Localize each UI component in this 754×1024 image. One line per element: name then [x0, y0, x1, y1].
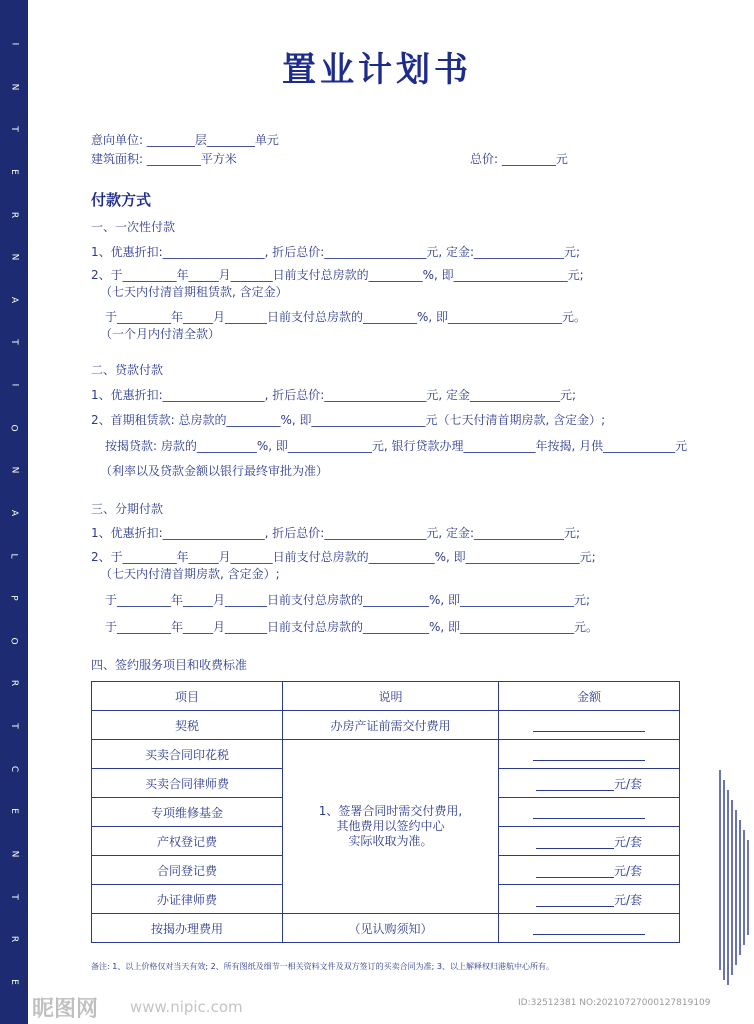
- sidebar-letter: N: [8, 850, 19, 858]
- row-amount: [499, 914, 680, 943]
- one-time-line-5: （一个月内付清全款）: [100, 327, 221, 341]
- amount-blank[interactable]: [533, 806, 645, 819]
- row-amount: [499, 711, 680, 740]
- one-time-line-3: （七天内付清首期租赁款, 含定金）: [100, 285, 288, 299]
- remarks-note: 备注: 1、以上价格仅对当天有效; 2、所有图纸及细节一相关资料文件及双方签订的买卖合同为准; 3、以上解释权归港航中心所有。: [91, 962, 554, 971]
- loan-line-1: 1、优惠折扣:_________________, 折后总价:_________________元, 定金_______________元;: [91, 388, 577, 402]
- header-amount: 金额: [499, 682, 680, 711]
- sidebar-letter: L: [8, 552, 19, 559]
- sidebar-letter: T: [9, 723, 19, 729]
- sidebar-letter: E: [9, 169, 19, 175]
- watermark-url: www.nipic.com: [130, 998, 243, 1016]
- sidebar-letter: T: [9, 339, 19, 346]
- one-time-line-2: 2、于_________年_____月_______日前支付总房款的_________%, 即___________________元;: [91, 268, 584, 282]
- loan-payment-heading: 二、贷款付款: [91, 363, 164, 377]
- row-amount: [499, 798, 680, 827]
- row-amount: [499, 827, 680, 856]
- one-time-line-1: 1、优惠折扣:_________________, 折后总价:_________________元, 定金:_______________元;: [91, 245, 581, 259]
- sidebar-letter: R: [8, 211, 19, 218]
- amount-blank[interactable]: [533, 748, 645, 761]
- sidebar-letter: I: [9, 383, 19, 387]
- payment-methods-heading: 付款方式: [91, 191, 152, 209]
- row-item: 专项维修基金: [92, 798, 283, 827]
- watermark-id: ID:32512381 NO:20210727000127819109: [518, 998, 711, 1008]
- installment-line-3: （七天内付清首期房款, 含定金）;: [100, 567, 280, 581]
- installment-line-2: 2、于_________年_____月_______日前支付总房款的___________%, 即___________________元;: [91, 550, 596, 564]
- sidebar-letter: N: [8, 253, 19, 261]
- merged-description: [283, 740, 499, 914]
- row-item: 按揭办理费用: [92, 914, 283, 943]
- watermark-bar: [0, 990, 754, 1024]
- sidebar-band: [0, 0, 28, 1024]
- row-amount: [499, 885, 680, 914]
- table-header-row: [92, 682, 680, 711]
- unit-label: 元/套: [613, 776, 643, 791]
- row-item: 合同登记费: [92, 856, 283, 885]
- one-time-payment-heading: 一、一次性付款: [91, 220, 176, 234]
- amount-blank[interactable]: [533, 719, 645, 732]
- row-item: 买卖合同律师费: [92, 769, 283, 798]
- table-row: [92, 711, 680, 740]
- table-row: [92, 914, 680, 943]
- row-item: 产权登记费: [92, 827, 283, 856]
- watermark-logo: 昵图网: [32, 996, 99, 1022]
- sidebar-letter: N: [8, 83, 19, 90]
- merged-description-line-2: 其他费用以签约中心: [336, 819, 445, 833]
- installment-line-4: 于_________年_____月_______日前支付总房款的___________%, 即___________________元;: [105, 593, 591, 607]
- sidebar-letter: N: [8, 466, 19, 474]
- row-amount: [499, 769, 680, 798]
- merged-description-line-1: 1、签署合同时需交付费用,: [318, 804, 463, 818]
- installment-payment-heading: 三、分期付款: [91, 502, 164, 516]
- installment-line-5: 于_________年_____月_______日前支付总房款的___________%, 即___________________元。: [105, 620, 599, 634]
- page-title: 置业计划书: [282, 50, 472, 90]
- sidebar-letter: T: [9, 126, 19, 132]
- loan-line-4: （利率以及贷款金额以银行最终审批为准）: [100, 464, 329, 478]
- sidebar-letter: R: [8, 935, 19, 943]
- header-item: 项目: [92, 682, 283, 711]
- sidebar-letter: A: [8, 509, 19, 516]
- sidebar-letter: C: [8, 765, 19, 772]
- row-item: 契税: [92, 711, 283, 740]
- amount-blank[interactable]: [536, 865, 614, 878]
- decorative-lines: [700, 770, 754, 990]
- sidebar-letter: A: [8, 296, 19, 303]
- table-row: [92, 740, 680, 769]
- installment-line-1: 1、优惠折扣:_________________, 折后总价:_________________元, 定金:_______________元;: [91, 526, 581, 540]
- row-amount: [499, 740, 680, 769]
- building-area-line: 建筑面积: _________平方米: [91, 152, 237, 166]
- sidebar-letter: E: [9, 808, 19, 815]
- loan-line-2: 2、首期租赁款: 总房款的_________%, 即___________________元（七天付清首期房款, 含定金）;: [91, 413, 606, 427]
- sidebar-letter: P: [9, 595, 19, 601]
- unit-label: 元/套: [613, 863, 643, 878]
- row-amount: [499, 856, 680, 885]
- header-description: 说明: [283, 682, 499, 711]
- sidebar-letter: O: [9, 424, 19, 432]
- amount-blank[interactable]: [536, 778, 614, 791]
- sidebar-vertical-text: [0, 38, 28, 988]
- sidebar-letter: T: [9, 893, 19, 900]
- intended-unit-line: 意向单位: ________层________单元: [91, 133, 279, 147]
- sidebar-letter: I: [9, 42, 19, 46]
- row-description: （见认购须知）: [283, 914, 499, 943]
- service-fee-table: [91, 681, 680, 943]
- total-price-line: 总价: _________元: [470, 152, 568, 166]
- merged-description-line-3: 实际收取为准。: [348, 834, 433, 848]
- row-description: 办房产证前需交付费用: [283, 711, 499, 740]
- row-item: 买卖合同印花税: [92, 740, 283, 769]
- sidebar-letter: R: [8, 680, 19, 687]
- sidebar-letter: O: [9, 637, 19, 645]
- one-time-line-4: 于_________年_____月_______日前支付总房款的_________%, 即___________________元。: [105, 310, 587, 324]
- sidebar-letter: E: [9, 978, 19, 985]
- amount-blank[interactable]: [536, 894, 614, 907]
- service-fees-heading: 四、签约服务项目和收费标准: [91, 658, 248, 672]
- amount-blank[interactable]: [536, 836, 614, 849]
- unit-label: 元/套: [613, 834, 643, 849]
- row-item: 办证律师费: [92, 885, 283, 914]
- unit-label: 元/套: [613, 892, 643, 907]
- amount-blank[interactable]: [533, 922, 645, 935]
- loan-line-3: 按揭贷款: 房款的__________%, 即______________元, 银行贷款办理____________年按揭, 月供____________元: [105, 439, 688, 453]
